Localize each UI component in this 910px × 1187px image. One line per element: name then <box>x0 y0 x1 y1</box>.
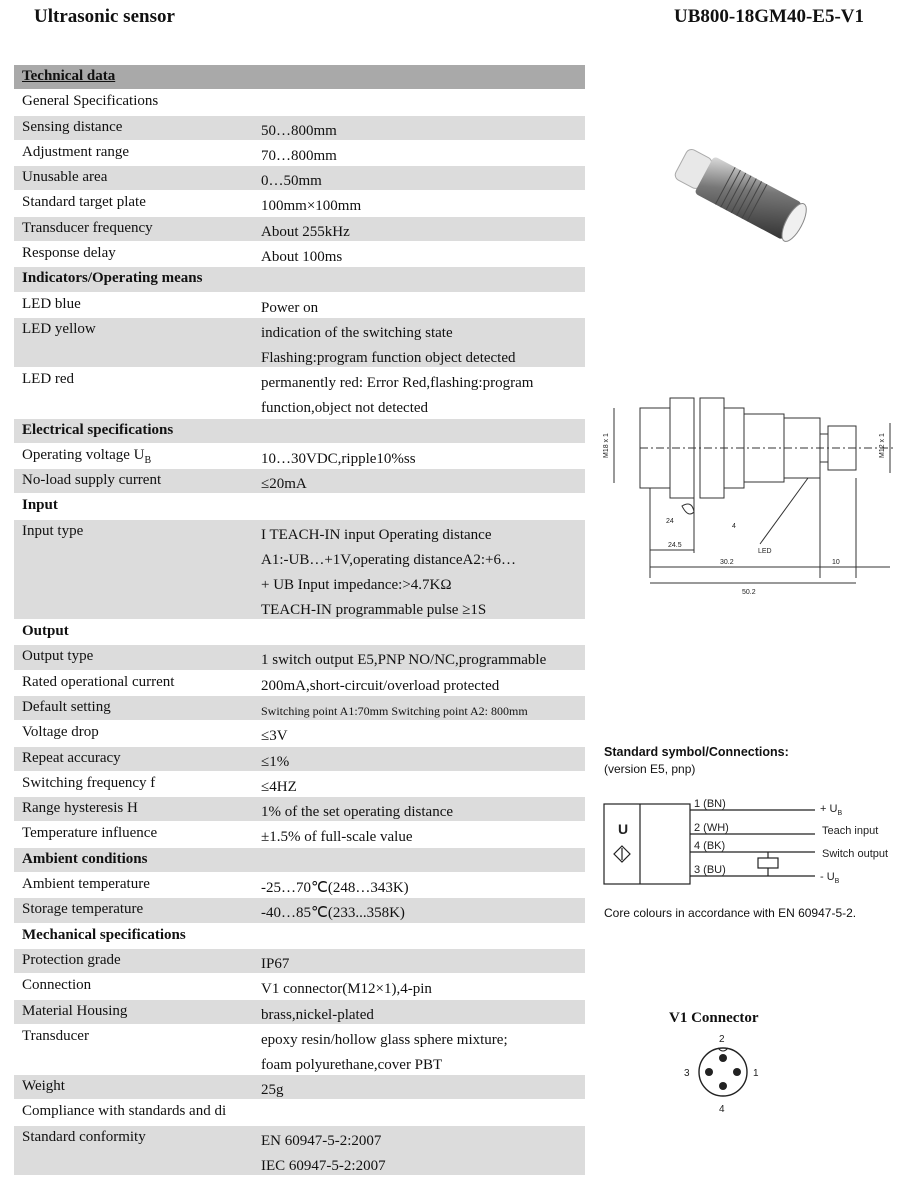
spec-label: Response delay <box>22 245 116 262</box>
spec-row <box>14 90 585 115</box>
spec-row <box>14 797 585 822</box>
spec-label: Ambient conditions <box>22 850 148 867</box>
connector-pin-2: 2 <box>719 1034 725 1045</box>
spec-label: Connection <box>22 977 92 994</box>
spec-value: -40…85℃(233...358K) <box>261 905 405 922</box>
spec-label: Technical data <box>22 68 116 84</box>
connector-pin-1: 1 <box>753 1068 759 1079</box>
dimension-drawing <box>600 378 900 598</box>
spec-row <box>14 974 585 999</box>
pin-4-label: 4 (BK) <box>694 840 726 852</box>
spec-label: LED yellow <box>22 320 96 337</box>
spec-value: 200mA,short-circuit/overload protected <box>261 677 500 694</box>
spec-label: Switching frequency f <box>22 774 156 791</box>
spec-value: ≤20mA <box>261 476 307 493</box>
spec-row <box>14 318 585 368</box>
spec-value: I TEACH-IN input Operating distance A1:-UB…+1V,operating distanceA2:+6… + UB Input impedance:>4.7KΩ TEACH-IN programmable pulse ≥1S <box>261 526 516 618</box>
pin-2-label: 2 (WH) <box>694 822 729 834</box>
spec-label: Weight <box>22 1078 65 1095</box>
symbol-letter: U <box>618 821 629 837</box>
spec-value: ±1.5% of full-scale value <box>261 829 413 846</box>
spec-row <box>14 1075 585 1100</box>
spec-row <box>14 65 585 90</box>
spec-label: Range hysteresis H <box>22 800 138 817</box>
spec-label: Compliance with standards and di <box>22 1103 227 1120</box>
spec-row <box>14 267 585 292</box>
spec-value: 100mm×100mm <box>261 198 362 215</box>
spec-value: 50…800mm <box>261 122 337 139</box>
spec-value: brass,nickel-plated <box>261 1006 374 1023</box>
spec-row <box>14 419 585 444</box>
svg-text:+ UB <box>820 803 842 817</box>
spec-value: ≤4HZ <box>261 778 297 795</box>
spec-value: 25g <box>261 1082 284 1099</box>
dim-30-2: 30.2 <box>720 559 734 566</box>
spec-value: About 100ms <box>261 249 343 266</box>
spec-label: Sensing distance <box>22 118 123 135</box>
spec-row <box>14 520 585 620</box>
spec-value: epoxy resin/hollow glass sphere mixture; foam polyurethane,cover PBT <box>261 1031 508 1073</box>
spec-label: LED blue <box>22 295 81 312</box>
spec-row <box>14 873 585 898</box>
connector-pin-3: 3 <box>684 1068 690 1079</box>
spec-value: Switching point A1:70mm Switching point A2: 800mm <box>261 703 528 718</box>
connector-pin-4: 4 <box>719 1104 725 1115</box>
dim-10: 10 <box>832 559 840 566</box>
spec-label: Transducer frequency <box>22 219 153 236</box>
signal-minus-ub: - U <box>820 871 835 883</box>
spec-label: Default setting <box>22 698 111 715</box>
spec-label: General Specifications <box>22 93 159 110</box>
spec-row <box>14 772 585 797</box>
spec-value: 10…30VDC,ripple10%ss <box>261 450 416 467</box>
spec-row <box>14 1000 585 1025</box>
spec-row <box>14 822 585 847</box>
dim-24: 24 <box>666 518 674 525</box>
spec-value: 1 switch output E5,PNP NO/NC,programmable <box>261 652 547 669</box>
spec-value: 0…50mm <box>261 173 322 190</box>
spec-value: 70…800mm <box>261 147 337 164</box>
technical-data-table <box>14 65 585 1176</box>
spec-value: ≤1% <box>261 753 290 770</box>
pin-1-label: 1 (BN) <box>694 798 726 810</box>
spec-label: Input <box>22 497 58 514</box>
spec-label: Output type <box>22 648 94 665</box>
spec-label: Electrical specifications <box>22 421 174 438</box>
spec-row <box>14 469 585 494</box>
spec-label: Transducer <box>22 1027 89 1044</box>
spec-label: Standard conformity <box>22 1128 146 1145</box>
spec-row <box>14 645 585 670</box>
spec-value: V1 connector(M12×1),4-pin <box>261 981 432 998</box>
pin-3-label: 3 (BU) <box>694 864 726 876</box>
spec-label: Ambient temperature <box>22 876 150 893</box>
spec-value: -25…70℃(248…343K) <box>261 880 409 897</box>
spec-value: IP67 <box>261 955 290 972</box>
v1-connector-title: V1 Connector <box>669 1010 759 1026</box>
spec-value: permanently red: Error Red,flashing:program function,object not detected <box>261 375 534 417</box>
spec-label: Voltage drop <box>22 724 99 741</box>
dim-4: 4 <box>732 523 736 530</box>
dim-m18: M18 x 1 <box>603 433 610 458</box>
spec-value: EN 60947-5-2:2007 IEC 60947-5-2:2007 <box>261 1132 386 1174</box>
core-colours-note: Core colours in accordance with EN 60947-5-2. <box>604 906 857 920</box>
spec-value: 1% of the set operating distance <box>261 804 454 821</box>
spec-row <box>14 141 585 166</box>
spec-row <box>14 166 585 191</box>
spec-value: ≤3V <box>261 728 288 745</box>
header-title: Ultrasonic sensor <box>34 6 175 27</box>
spec-row <box>14 1126 585 1176</box>
signal-minus-ub-sub: B <box>834 878 840 885</box>
spec-label: Standard target plate <box>22 194 146 211</box>
symbol-title: Standard symbol/Connections: <box>604 745 789 759</box>
spec-value: About 255kHz <box>261 223 350 240</box>
sensor-photo <box>660 132 830 272</box>
spec-row <box>14 620 585 645</box>
spec-label: Temperature influence <box>22 825 158 842</box>
spec-row <box>14 242 585 267</box>
spec-label: Unusable area <box>22 169 108 186</box>
spec-label: Mechanical specifications <box>22 926 186 943</box>
spec-label: Material Housing <box>22 1002 128 1019</box>
dim-50-2: 50.2 <box>742 589 756 596</box>
spec-label: No-load supply current <box>22 472 162 489</box>
symbol-subtitle: (version E5, pnp) <box>604 762 696 776</box>
dim-led: LED <box>758 548 772 555</box>
dim-24-5: 24.5 <box>668 542 682 549</box>
header-model: UB800-18GM40-E5-V1 <box>674 6 864 27</box>
spec-row <box>14 898 585 923</box>
spec-row <box>14 696 585 721</box>
spec-label: Operating voltage $U_B$ <box>22 446 152 466</box>
connector-pinout <box>680 1032 770 1116</box>
spec-row <box>14 848 585 873</box>
spec-label: Output <box>22 623 69 640</box>
spec-row <box>14 293 585 318</box>
spec-label: Rated operational current <box>22 673 175 690</box>
spec-row <box>14 949 585 974</box>
svg-text:- UB <box>820 871 840 885</box>
spec-row <box>14 747 585 772</box>
dim-m12: M12 x 1 <box>879 433 886 458</box>
spec-row <box>14 191 585 216</box>
signal-teach: Teach input <box>822 825 879 837</box>
spec-row <box>14 671 585 696</box>
spec-label: LED red <box>22 371 75 388</box>
spec-row <box>14 444 585 469</box>
spec-row <box>14 1025 585 1075</box>
spec-value: indication of the switching state Flashing:program function object detected <box>261 324 516 366</box>
spec-row <box>14 924 585 949</box>
connection-symbol <box>600 790 910 900</box>
signal-plus-ub: + U <box>820 803 838 815</box>
spec-value: Power on <box>261 299 319 316</box>
spec-row <box>14 1100 585 1125</box>
signal-plus-ub-sub: B <box>837 810 843 817</box>
spec-row <box>14 368 585 418</box>
spec-label: Repeat accuracy <box>22 749 121 766</box>
spec-label: Adjustment range <box>22 143 130 160</box>
signal-switch: Switch output <box>822 848 889 860</box>
spec-row <box>14 721 585 746</box>
spec-label: Input type <box>22 522 84 539</box>
spec-row <box>14 217 585 242</box>
spec-label: Storage temperature <box>22 901 144 918</box>
spec-label: Protection grade <box>22 951 121 968</box>
spec-row <box>14 116 585 141</box>
spec-label: Indicators/Operating means <box>22 270 203 287</box>
spec-row <box>14 494 585 519</box>
